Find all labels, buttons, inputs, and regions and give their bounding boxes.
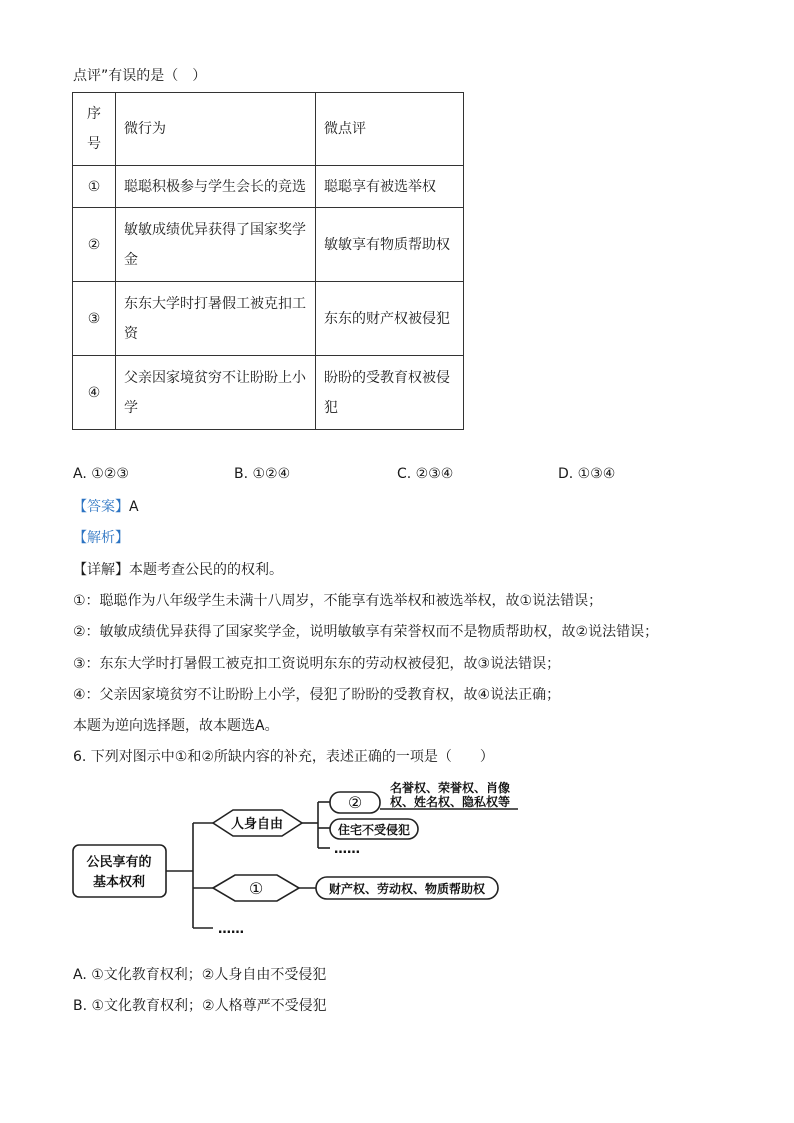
blank1-box [213, 875, 299, 901]
property-label: 财产权、劳动权、物质帮助权 [328, 882, 486, 896]
blank1-label: ① [248, 879, 264, 898]
table-header-row [73, 93, 464, 166]
explanation-4: ④：父亲因家境贫穷不让盼盼上小学，侵犯了盼盼的受教育权，故④说法正确； [73, 687, 561, 703]
personal-freedom-box [213, 810, 302, 836]
option-d[interactable]: D. ①③④ [558, 466, 616, 482]
option-a[interactable]: A. ①②③ [73, 466, 129, 482]
personal-freedom-label: 人身自由 [230, 817, 284, 832]
question-intro: 点评”有误的是（ ） [73, 68, 207, 84]
detail-tag: 【详解】 [73, 562, 129, 578]
explanation-2: ②：敏敏成绩优异获得了国家奖学金，说明敏敏享有荣誉权而不是物质帮助权，故②说法错误； [73, 624, 659, 640]
residence-label: 住宅不受侵犯 [337, 823, 411, 837]
root-label-line1: 公民享有的 [86, 855, 152, 870]
table-row: ④ 父亲因家境贫穷不让盼盼上小 学 盼盼的受教育权被侵 犯 [73, 356, 464, 430]
residence-box [330, 819, 418, 839]
option-b[interactable]: B. ①②④ [234, 466, 291, 482]
root-box [73, 845, 166, 897]
rights-table [72, 92, 464, 430]
table-row: ③ 东东大学时打暑假工被克扣工 资 东东的财产权被侵犯 [73, 282, 464, 356]
blank2-box [330, 792, 380, 813]
header-behavior: 微行为 [116, 93, 316, 166]
answer-line [73, 497, 139, 517]
header-comment: 微点评 [316, 93, 464, 166]
option-c[interactable]: C. ②③④ [397, 466, 454, 482]
detail-line [73, 560, 283, 580]
q6-option-b[interactable]: B. ①文化教育权利；②人格尊严不受侵犯 [73, 998, 327, 1014]
ellipsis-upper: …… [334, 842, 360, 857]
header-number: 序 号 [73, 93, 116, 166]
ellipsis-lower: …… [218, 922, 244, 937]
detail-text: 本题考查公民的的权利。 [129, 562, 283, 578]
answer-value: A [129, 499, 139, 515]
analysis-line [73, 528, 129, 548]
conclusion: 本题为逆向选择题，故本题选A。 [73, 718, 279, 734]
table-row: ② 敏敏成绩优异获得了国家奖学 金 敏敏享有物质帮助权 [73, 208, 464, 282]
question-6: 6. 下列对图示中①和②所缺内容的补充，表述正确的一项是（ ） [73, 749, 494, 765]
explanation-1: ①：聪聪作为八年级学生未满十八周岁，不能享有选举权和被选举权，故①说法错误； [73, 593, 603, 609]
q6-option-a[interactable]: A. ①文化教育权利；②人身自由不受侵犯 [73, 967, 327, 983]
table-row: ① 聪聪积极参与学生会长的竞选 聪聪享有被选举权 [73, 166, 464, 208]
reputation-line1: 名誉权、荣誉权、肖像 [390, 781, 511, 795]
blank2-label: ② [347, 793, 363, 812]
analysis-tag: 【解析】 [73, 530, 129, 546]
explanation-3: ③：东东大学时打暑假工被克扣工资说明东东的劳动权被侵犯，故③说法错误； [73, 656, 561, 672]
property-box [316, 877, 498, 899]
root-label-line2: 基本权利 [92, 875, 146, 890]
answer-tag: 【答案】 [73, 499, 129, 515]
reputation-line2: 权、姓名权、隐私权等 [390, 795, 511, 809]
